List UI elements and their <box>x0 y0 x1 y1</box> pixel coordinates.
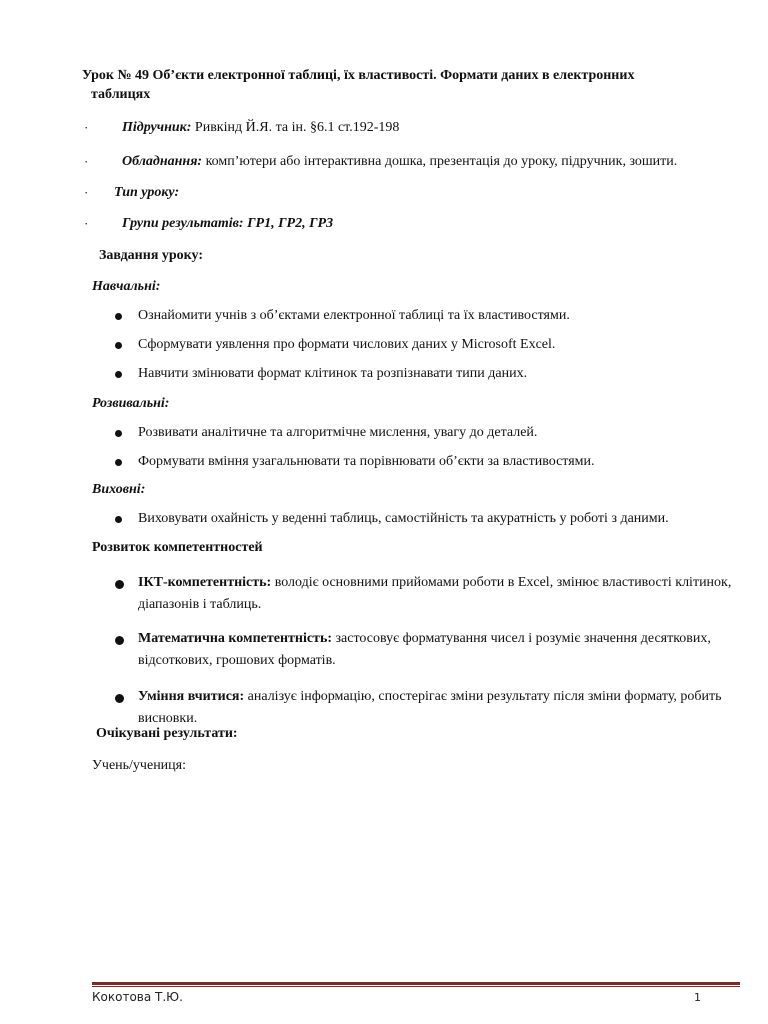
educational-heading: Навчальні: <box>92 279 161 294</box>
list-item: Сформувати уявлення про формати числових даних у Microsoft Excel. <box>138 337 556 352</box>
bullet-icon <box>115 313 122 320</box>
expected-heading: Очікувані результати: <box>96 726 238 741</box>
bullet-icon <box>115 580 124 589</box>
meta-bullet: · <box>84 216 89 231</box>
bullet-icon <box>115 516 122 523</box>
competence-label: ІКТ-компетентність: <box>138 575 272 590</box>
competence-item <box>138 686 748 730</box>
list-item: Виховувати охайність у веденні таблиць, самостійність та акуратність у роботі з даними. <box>138 511 669 526</box>
upbringing-heading: Виховні: <box>92 482 146 497</box>
textbook-label: Підручник: <box>122 120 192 135</box>
footer-divider-thin <box>92 986 740 987</box>
meta-bullet: · <box>84 185 89 200</box>
bullet-icon <box>115 636 124 645</box>
bullet-icon <box>115 342 122 349</box>
competence-text: застосовує форматування чисел і розуміє значення десяткових, відсоткових, грошових форматів. <box>138 631 711 668</box>
meta-lesson-type <box>114 185 179 201</box>
competences-heading: Розвиток компетентностей <box>92 540 263 555</box>
equipment-label: Обладнання: <box>122 154 203 169</box>
student-label: Учень/учениця: <box>92 758 186 773</box>
lesson-title-line1: Урок № 49 Об’єкти електронної таблиці, їх властивості. Формати даних в електронних <box>82 68 635 83</box>
competence-item <box>138 572 748 616</box>
competence-label: Уміння вчитися: <box>138 689 245 704</box>
tasks-heading: Завдання уроку: <box>99 248 204 263</box>
bullet-icon <box>115 459 122 466</box>
list-item: Формувати вміння узагальнювати та порівнювати об’єкти за властивостями. <box>138 454 595 469</box>
developmental-heading: Розвивальні: <box>92 396 170 411</box>
lesson-title-line2: таблицях <box>91 87 151 102</box>
meta-textbook <box>122 120 399 136</box>
competence-text: володіє основними прийомами роботи в Excel, змінює властивості клітинок, діапазонів і таблиць. <box>138 575 732 612</box>
textbook-value: Ривкінд Й.Я. та ін. §6.1 ст.192-198 <box>191 120 400 135</box>
competence-item <box>138 628 748 672</box>
equipment-value: комп’ютери або інтерактивна дошка, презентація до уроку, підручник, зошити. <box>202 154 678 169</box>
bullet-icon <box>115 371 122 378</box>
footer-divider <box>92 982 740 985</box>
meta-result-groups <box>122 216 333 232</box>
meta-equipment <box>122 154 752 170</box>
list-item: Навчити змінювати формат клітинок та розпізнавати типи даних. <box>138 366 528 381</box>
footer-author: Кокотова Т.Ю. <box>92 990 183 1004</box>
lesson-type-label: Тип уроку: <box>114 185 180 200</box>
list-item: Ознайомити учнів з об’єктами електронної таблиці та їх властивостями. <box>138 308 570 323</box>
competence-text: аналізує інформацію, спостерігає зміни результату після зміни формату, робить висновки. <box>138 689 722 726</box>
competence-label: Математична компетентність: <box>138 631 333 646</box>
bullet-icon <box>115 694 124 703</box>
meta-bullet: · <box>84 154 89 169</box>
bullet-icon <box>115 430 122 437</box>
page-number: 1 <box>694 991 701 1004</box>
result-groups-label: Групи результатів: ГР1, ГР2, ГР3 <box>122 216 334 231</box>
lesson-title <box>82 66 742 104</box>
list-item: Розвивати аналітичне та алгоритмічне мислення, увагу до деталей. <box>138 425 538 440</box>
meta-bullet: · <box>84 120 89 135</box>
